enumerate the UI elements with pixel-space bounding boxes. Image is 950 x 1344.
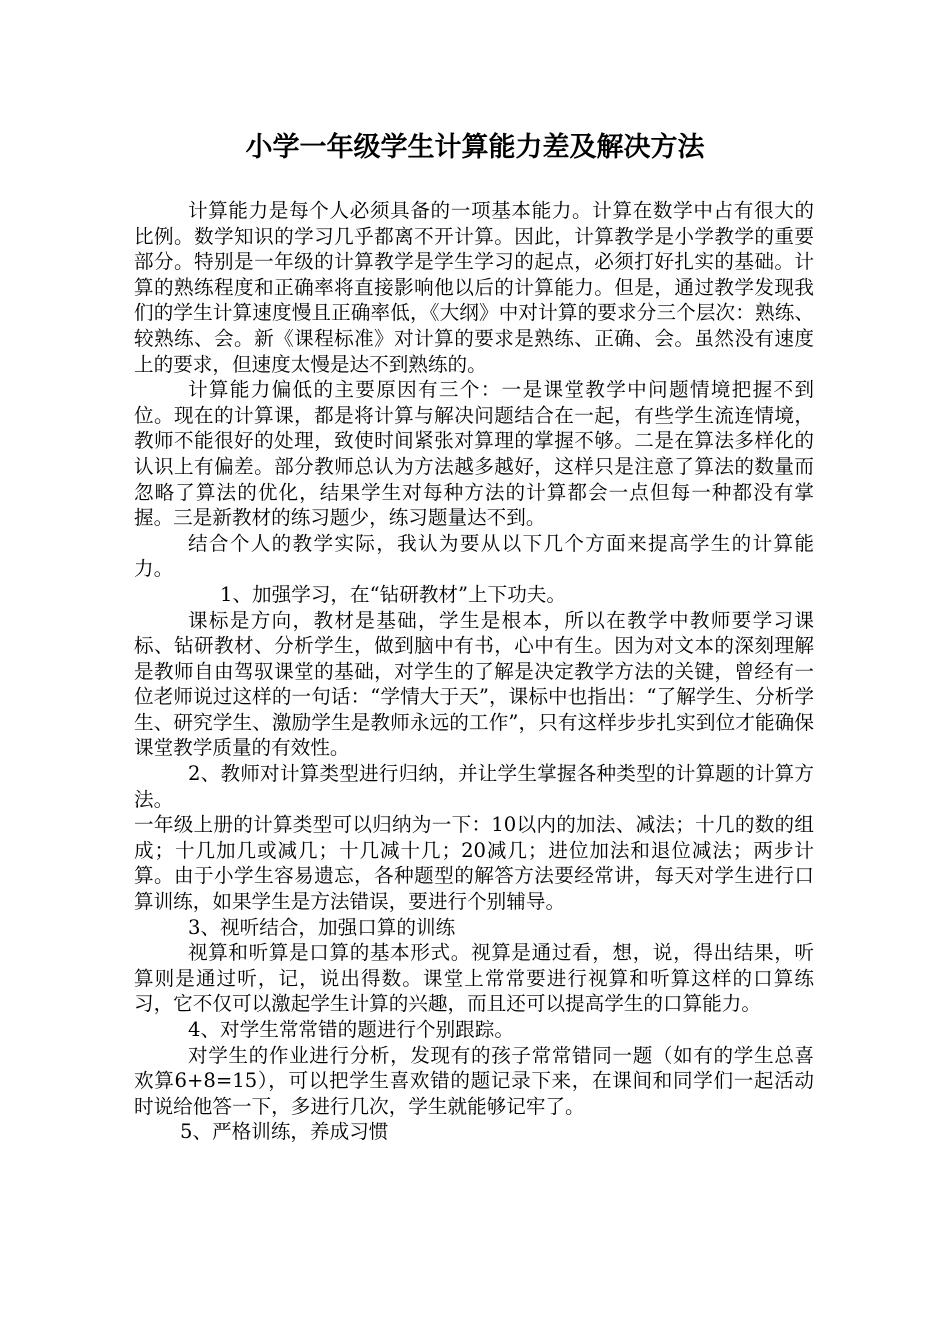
- paragraph-section-4: 对学生的作业进行分析，发现有的孩子常常错同一题（如有的学生总喜欢算6+8=15），可以把学生喜欢错的题记录下来，在课间和同学们一起活动时说给他答一下，多进行几次，学生就能够记牢了。: [134, 1043, 814, 1118]
- paragraph-causes: 计算能力偏低的主要原因有三个：一是课堂教学中问题情境把握不到位。现在的计算课，都是将计算与解决问题结合在一起，有些学生流连情境，教师不能很好的处理，致使时间紧张对算理的掌握不够。二是在算法多样化的认识上有偏差。部分教师总认为方法越多越好，这样只是注意了算法的数量而忽略了算法的优化，结果学生对每种方法的计算都会一点但每一种都没有掌握。三是新教材的练习题少，练习题量达不到。: [134, 378, 814, 530]
- section-heading-2: 2、教师对计算类型进行归纳，并让学生掌握各种类型的计算题的计算方法。: [134, 762, 814, 811]
- paragraph-section-3: 视算和听算是口算的基本形式。视算是通过看，想，说，得出结果，听算则是通过听，记，说出得数。课堂上常常要进行视算和听算这样的口算练习，它不仅可以激起学生计算的兴趣，而且还可以提高学生的口算能力。: [134, 941, 814, 1016]
- paragraph-section-1: 课标是方向，教材是基础，学生是根本，所以在教学中教师要学习课标、钻研教材、分析学生，做到脑中有书，心中有生。因为对文本的深刻理解是教师自由驾驭课堂的基础，对学生的了解是决定教学方法的关键，曾经有一位老师说过这样的一句话：“学情大于天”，课标中也指出：“了解学生、分析学生、研究学生、激励学生是教师永远的工作”，只有这样步步扎实到位才能确保课堂教学质量的有效性。: [134, 608, 814, 760]
- section-heading-3: 3、视听结合，加强口算的训练: [188, 915, 456, 939]
- section-heading-4: 4、对学生常常错的题进行个别跟踪。: [188, 1018, 514, 1041]
- document-body: [134, 198, 814, 1145]
- document-title: 小学一年级学生计算能力差及解决方法: [245, 132, 705, 163]
- paragraph-intro: 计算能力是每个人必须具备的一项基本能力。计算在数学中占有很大的比例。数学知识的学习几乎都离不开计算。因此，计算教学是小学教学的重要部分。特别是一年级的计算教学是学生学习的起点，必须打好扎实的基础。计算的熟练程度和正确率将直接影响他以后的计算能力。但是，通过教学发现我们的学生计算速度慢且正确率低，《大纲》中对计算的要求分三个层次：熟练、较熟练、会。新《课程标准》对计算的要求是熟练、正确、会。虽然没有速度上的要求，但速度太慢是达不到熟练的。: [134, 199, 814, 376]
- section-heading-1: 1、加强学习，在“钻研教材”上下功夫。: [220, 582, 566, 606]
- section-heading-5: 5、严格训练，养成习惯: [180, 1120, 389, 1144]
- paragraph-section-2: 一年级上册的计算类型可以归纳为一下：10以内的加法、减法；十几的数的组成；十几加几或减几；十几减十几；20减几；进位加法和退位减法；两步计算。由于小学生容易遗忘，各种题型的解答方法要经常讲，每天对学生进行口算训练，如果学生是方法错误，要进行个别辅导。: [134, 813, 814, 914]
- paragraph-approach: 结合个人的教学实际，我认为要从以下几个方面来提高学生的计算能力。: [134, 531, 814, 581]
